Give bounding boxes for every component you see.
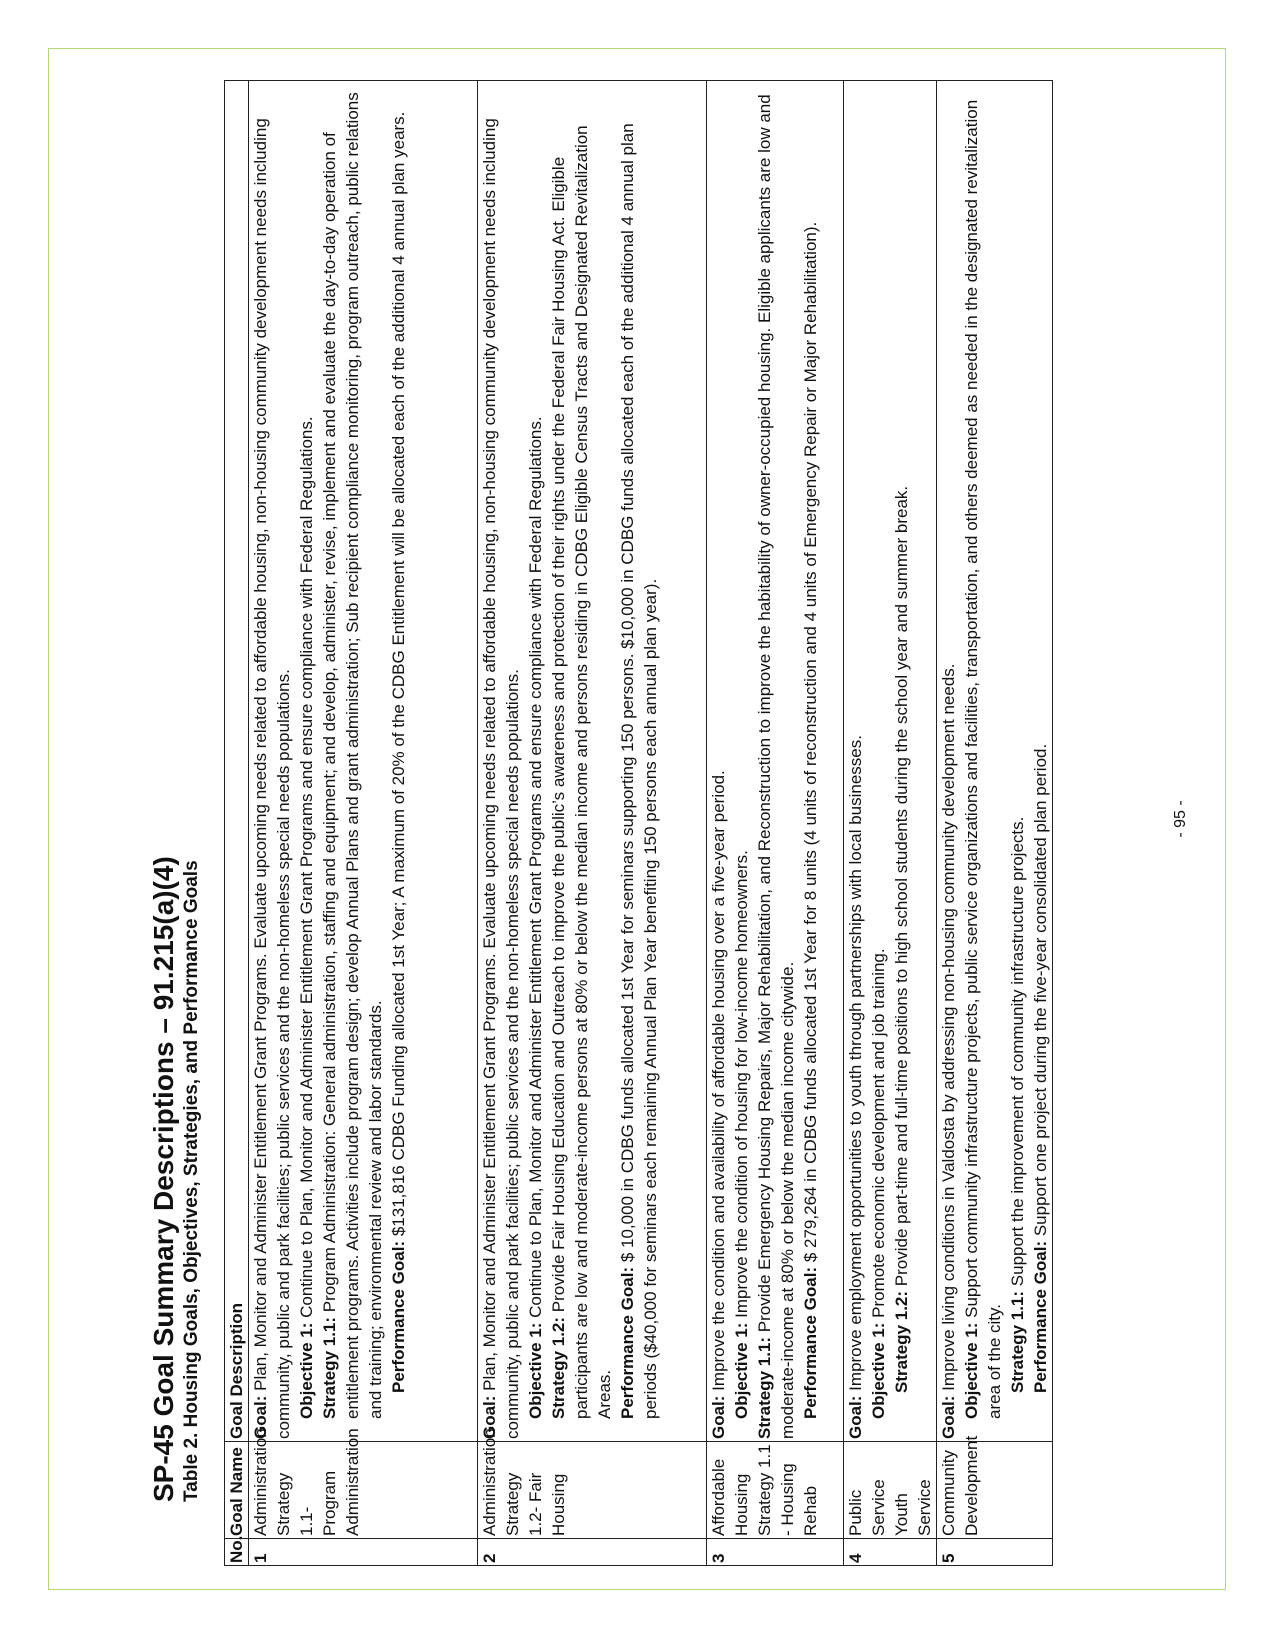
strategy-text: Provide part-time and full-time positions to high school students during the school year and summer break. [892,485,911,1287]
row-number: 1 [249,1539,478,1566]
goal-name: Community Development [937,1442,1053,1539]
table-row [478,81,707,1566]
rotated-page-content [56,56,1218,1582]
header-no: No. [225,1539,249,1566]
goal-text: Plan, Monitor and Administer Entitlement Grant Programs. Evaluate upcoming needs related to affordable housing, non-housing community development needs including community, public and park facilities; public services and the non-homeless special needs populations. [251,118,293,1439]
table-row [844,81,937,1566]
performance-text: Support one project during the five-year consolidated plan period. [1031,743,1050,1237]
header-goal-description: Goal Description [225,81,249,1442]
objective-label: Objective 1: [869,1322,888,1419]
table-row [937,81,1053,1566]
goal-text: Plan, Monitor and Administer Entitlement Grant Programs. Evaluate upcoming needs related to affordable housing, non-housing community development needs including community, public and park facilities; public services and the non-homeless special needs populations. [480,118,522,1439]
objective-text: Continue to Plan, Monitor and Administer Entitlement Grant Programs and ensure compliance with Federal Regulations. [526,416,545,1318]
objective-label: Objective 1: [962,1322,981,1419]
strategy-text: Support the improvement of community infrastructure projects. [1008,816,1027,1287]
strategy-label: Strategy 1.1: [1008,1290,1027,1393]
objective-text: Promote economic development and job training. [869,948,888,1318]
row-number: 5 [937,1539,1053,1566]
goal-description [707,81,844,1442]
objective-text: Support community infrastructure projects, public service organizations and facilities, transportation, and others deemed as needed in the designated revitalization area of the city. [962,99,1004,1419]
goal-name: Administration Strategy 1.1- Program Administration [249,1442,478,1539]
goal-name: Public Service Youth Service [844,1442,937,1539]
strategy-label: Strategy 1.2: [892,1290,911,1393]
goal-name: Administration Strategy 1.2- Fair Housing [478,1442,707,1539]
strategy-text: Provide Emergency Housing Repairs, Major Rehabilitation, and Reconstruction to improve the habitability of owner-occupied housing. Eligible applicants are low and moderate-income at 80% or below the median income citywide. [755,94,797,1439]
objective-text: Continue to Plan, Monitor and Administer Entitlement Grant Programs and ensure compliance with Federal Regulations. [297,416,316,1318]
goal-text: Improve the condition and availability of affordable housing over a five-year period. [709,770,728,1391]
row-number: 2 [478,1539,707,1566]
goal-label: Goal: [846,1395,865,1439]
performance-label: Performance Goal: [1031,1240,1050,1393]
table-row [249,81,478,1566]
strategy-text: Program Administration: General administration, staffing and equipment; and develop, administer, revise, implement and evaluate the day-to-day operation of entitlement programs. Activities include program design; develop Annual Plans and grant administration; Sub recipient compliance monitoring, program outreach, public relations and training; environmental review and labor standards. [320,92,385,1419]
goals-table [224,80,1053,1566]
performance-label: Performance Goal: [618,1266,637,1419]
goal-label: Goal: [709,1395,728,1439]
goal-text: Improve living conditions in Valdosta by addressing non-housing community development needs. [939,663,958,1391]
performance-text: $ 279,264 in CDBG funds allocated 1st Year for 8 units (4 units of reconstruction and 4 units of Emergency Repair or Major Rehabilitation). [801,221,820,1263]
strategy-text: Provide Fair Housing Education and Outreach to improve the public’s awareness and protection of their rights under the Federal Fair Housing Act. Eligible participants are low and moderate-income persons at 80% or below the median income and persons residing in CDBG Eligible Census Tracts and Designated Revitalization Areas. [549,125,614,1419]
page-number: - 95 - [1172,800,1189,838]
goal-name: Affordable Housing Strategy 1.1 - Housing Rehab [707,1442,844,1539]
performance-label: Performance Goal: [389,1240,408,1393]
objective-label: Objective 1: [526,1322,545,1419]
title-block [148,602,204,1502]
goal-description [478,81,707,1442]
objective-label: Objective 1: [732,1322,751,1419]
page-title: SP-45 Goal Summary Descriptions – 91.215(a)(4) [148,856,179,1502]
table-caption: Table 2. Housing Goals, Objectives, Strategies, and Performance Goals [181,860,202,1502]
goal-description [249,81,478,1442]
row-number: 3 [707,1539,844,1566]
goal-label: Goal: [939,1395,958,1439]
goal-text: Improve employment opportunities to youth through partnerships with local businesses. [846,735,865,1391]
goal-description [937,81,1053,1442]
performance-label: Performance Goal: [801,1266,820,1419]
row-number: 4 [844,1539,937,1566]
goal-label: Goal: [480,1395,499,1439]
strategy-label: Strategy 1.1: [320,1316,339,1419]
performance-text: $131,816 CDBG Funding allocated 1st Year; A maximum of 20% of the CDBG Entitlement will be allocated each of the additional 4 annual plan years. [389,111,408,1237]
goal-label: Goal: [251,1395,270,1439]
objective-label: Objective 1: [297,1322,316,1419]
table-header-row [225,81,249,1566]
header-goal-name: Goal Name [225,1442,249,1539]
goal-description [844,81,937,1442]
objective-text: Improve the condition of housing for low-income homeowners. [732,850,751,1318]
performance-text: $ 10,000 in CDBG funds allocated 1st Year for seminars supporting 150 persons. $10,000 in CDBG funds allocated each of the additional 4 annual plan periods ($40,000 for seminars each remaining Annual Plan Year benefiting 150 persons each annual plan year). [618,123,660,1419]
strategy-label: Strategy 1.1: [755,1336,774,1439]
table-row [707,81,844,1566]
strategy-label: Strategy 1.2: [549,1316,568,1419]
